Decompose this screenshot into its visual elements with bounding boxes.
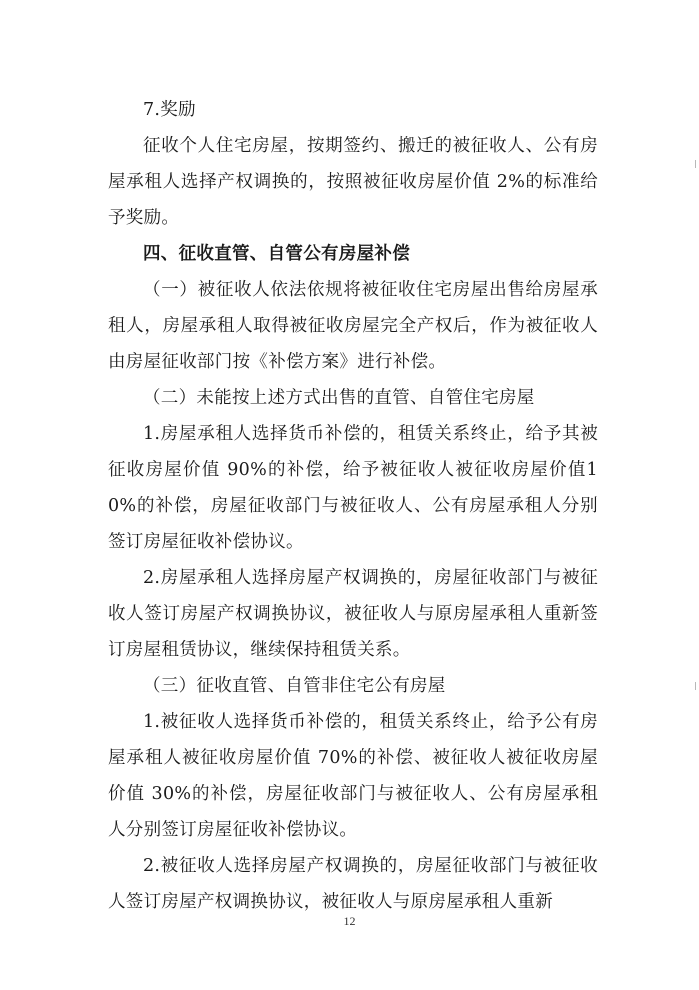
- subsection-three-title: （三）征收直管、自管非住宅公有房屋: [143, 676, 446, 696]
- scan-edge-mark: [695, 160, 696, 168]
- subsection-three-item-2: 2.被征收人选择房屋产权调换的，房屋征收部门与被征收人签订房屋产权调换协议，被征收人与原房屋承租人重新: [108, 856, 598, 912]
- reward-item-title: 7.奖励: [143, 100, 196, 120]
- section-heading-public-housing: 四、征收直管、自管公有房屋补偿: [143, 244, 410, 264]
- document-body: [108, 92, 598, 920]
- subsection-two-item-2: 2.房屋承租人选择房屋产权调换的，房屋征收部门与被征收人签订房屋产权调换协议，被征收人与原房屋承租人重新签订房屋租赁协议，继续保持租赁关系。: [108, 568, 598, 660]
- subsection-one-paragraph: （一）被征收人依法依规将被征收住宅房屋出售给房屋承租人，房屋承租人取得被征收房屋完全产权后，作为被征收人由房屋征收部门按《补偿方案》进行补偿。: [108, 280, 598, 372]
- reward-paragraph: 征收个人住宅房屋，按期签约、搬迁的被征收人、公有房屋承租人选择产权调换的，按照被征收房屋价值 2%的标准给予奖励。: [108, 136, 598, 228]
- page-number: 12: [343, 914, 356, 928]
- subsection-three-item-1: 1.被征收人选择货币补偿的，租赁关系终止，给予公有房屋承租人被征收房屋价值 70%的补偿、被征收人被征收房屋价值 30%的补偿，房屋征收部门与被征收人、公有房屋承租人分别签订房屋征收补偿协议。: [108, 712, 598, 840]
- subsection-two-item-1: 1.房屋承租人选择货币补偿的，租赁关系终止，给予其被征收房屋价值 90%的补偿，给予被征收人被征收房屋价值10%的补偿，房屋征收部门与被征收人、公有房屋承租人分别签订房屋征收补偿协议。: [108, 424, 598, 552]
- subsection-two-title: （二）未能按上述方式出售的直管、自管住宅房屋: [143, 388, 535, 408]
- scan-edge-mark: [695, 682, 696, 690]
